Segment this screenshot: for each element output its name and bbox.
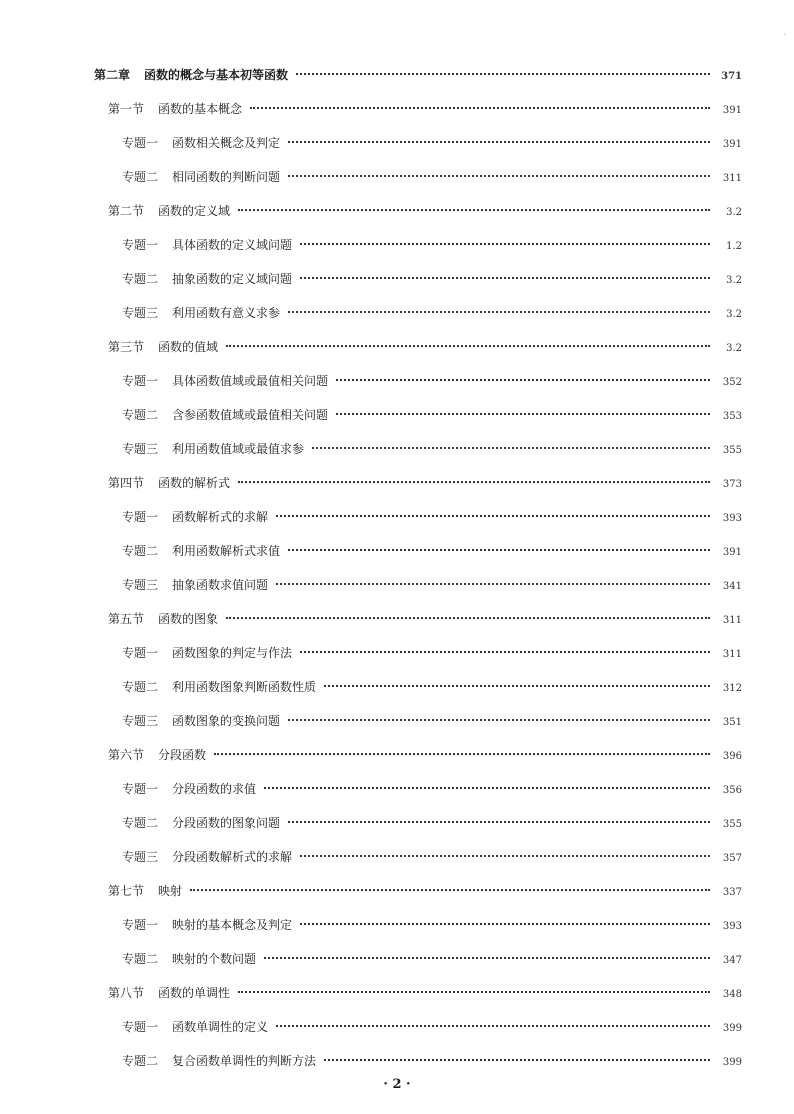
dot-leader <box>226 345 710 347</box>
toc-entry-title: 分段函数的图象问题 <box>172 816 281 830</box>
toc-entry-title: 映射的基本概念及判定 <box>172 918 293 932</box>
toc-entry-number: 第七节 <box>108 884 145 898</box>
toc-entry-section[interactable] <box>94 466 742 500</box>
toc-entry-number: 专题二 <box>122 1054 159 1068</box>
toc-entry-page: 3.2 <box>726 207 742 218</box>
toc-entry-page: 311 <box>722 649 742 660</box>
toc-entry-topic[interactable] <box>94 398 742 432</box>
toc-entry-number: 专题二 <box>122 170 159 184</box>
toc-entry-page: 355 <box>722 819 742 830</box>
dot-leader <box>250 107 710 109</box>
table-of-contents <box>94 58 742 1078</box>
toc-entry-topic[interactable] <box>94 1044 742 1078</box>
toc-entry-title: 利用函数有意义求参 <box>172 306 281 320</box>
dot-leader <box>336 379 710 381</box>
toc-entry-title: 利用函数图象判断函数性质 <box>172 680 317 694</box>
toc-entry-page: 311 <box>722 173 742 184</box>
toc-entry-title: 函数的基本概念 <box>158 102 243 116</box>
toc-entry-title: 相同函数的判断问题 <box>172 170 281 184</box>
toc-entry-chapter[interactable] <box>94 58 742 92</box>
toc-entry-page: 348 <box>722 989 742 1000</box>
toc-entry-number: 专题一 <box>122 1020 159 1034</box>
dot-leader <box>312 447 710 449</box>
dot-leader <box>264 957 710 959</box>
toc-entry-title: 函数的解析式 <box>158 476 231 490</box>
toc-entry-page: 393 <box>722 513 742 524</box>
toc-entry-page: 391 <box>722 139 742 150</box>
dot-leader <box>276 583 710 585</box>
toc-entry-title: 函数的值域 <box>158 340 219 354</box>
dot-leader <box>324 1059 710 1061</box>
toc-entry-section[interactable] <box>94 330 742 364</box>
toc-entry-page: 3.2 <box>726 275 742 286</box>
dot-leader <box>226 617 710 619</box>
dot-leader <box>288 311 710 313</box>
dot-leader <box>300 855 710 857</box>
toc-entry-topic[interactable] <box>94 500 742 534</box>
toc-entry-section[interactable] <box>94 976 742 1010</box>
toc-entry-page: 311 <box>722 615 742 626</box>
toc-entry-number: 专题一 <box>122 646 159 660</box>
dot-leader <box>238 991 710 993</box>
toc-entry-topic[interactable] <box>94 296 742 330</box>
toc-entry-section[interactable] <box>94 602 742 636</box>
toc-entry-number: 专题一 <box>122 136 159 150</box>
toc-entry-topic[interactable] <box>94 772 742 806</box>
toc-entry-topic[interactable] <box>94 704 742 738</box>
toc-entry-topic[interactable] <box>94 568 742 602</box>
toc-entry-title: 分段函数 <box>158 748 207 762</box>
toc-entry-section[interactable] <box>94 194 742 228</box>
toc-entry-number: 专题一 <box>122 510 159 524</box>
toc-entry-section[interactable] <box>94 738 742 772</box>
toc-entry-number: 专题三 <box>122 306 159 320</box>
dot-leader <box>288 821 710 823</box>
dot-leader <box>190 889 710 891</box>
toc-entry-number: 专题三 <box>122 714 159 728</box>
toc-entry-topic[interactable] <box>94 432 742 466</box>
toc-entry-title: 含参函数值域或最值相关问题 <box>172 408 329 422</box>
toc-entry-title: 映射 <box>158 884 183 898</box>
toc-entry-topic[interactable] <box>94 126 742 160</box>
toc-entry-topic[interactable] <box>94 636 742 670</box>
dot-leader <box>296 73 710 75</box>
toc-entry-page: 1.2 <box>726 241 742 252</box>
toc-entry-title: 具体函数的定义域问题 <box>172 238 293 252</box>
toc-entry-title: 函数的图象 <box>158 612 219 626</box>
dot-leader <box>300 923 710 925</box>
dot-leader <box>288 141 710 143</box>
toc-entry-title: 具体函数值域或最值相关问题 <box>172 374 329 388</box>
toc-entry-page: 399 <box>722 1023 742 1034</box>
toc-entry-number: 第四节 <box>108 476 145 490</box>
toc-entry-number: 专题二 <box>122 952 159 966</box>
toc-entry-number: 专题一 <box>122 238 159 252</box>
toc-entry-topic[interactable] <box>94 160 742 194</box>
dot-leader <box>288 549 710 551</box>
dot-leader <box>264 787 710 789</box>
toc-entry-title: 利用函数值域或最值求参 <box>172 442 305 456</box>
toc-entry-page: 312 <box>722 683 742 694</box>
toc-entry-number: 专题二 <box>122 272 159 286</box>
toc-entry-number: 专题一 <box>122 782 159 796</box>
toc-entry-number: 专题二 <box>122 816 159 830</box>
toc-entry-page: 347 <box>722 955 742 966</box>
toc-entry-topic[interactable] <box>94 670 742 704</box>
toc-entry-number: 专题三 <box>122 578 159 592</box>
toc-entry-page: 353 <box>722 411 742 422</box>
toc-entry-section[interactable] <box>94 874 742 908</box>
toc-entry-topic[interactable] <box>94 942 742 976</box>
toc-entry-number: 第二章 <box>94 68 131 82</box>
toc-entry-page: 373 <box>722 479 742 490</box>
toc-entry-page: 356 <box>722 785 742 796</box>
toc-entry-number: 专题二 <box>122 408 159 422</box>
toc-entry-number: 专题二 <box>122 680 159 694</box>
toc-entry-page: 341 <box>722 581 742 592</box>
toc-entry-title: 函数相关概念及判定 <box>172 136 281 150</box>
toc-entry-page: 357 <box>722 853 742 864</box>
toc-entry-topic[interactable] <box>94 534 742 568</box>
toc-entry-page: 352 <box>722 377 742 388</box>
dot-leader <box>238 209 710 211</box>
toc-entry-number: 第六节 <box>108 748 145 762</box>
toc-entry-title: 函数的概念与基本初等函数 <box>144 68 289 82</box>
toc-entry-title: 抽象函数的定义域问题 <box>172 272 293 286</box>
dot-leader <box>238 481 710 483</box>
corner-mark: · <box>783 30 786 39</box>
toc-entry-title: 函数的单调性 <box>158 986 231 1000</box>
dot-leader <box>300 277 710 279</box>
toc-entry-page: 393 <box>722 921 742 932</box>
dot-leader <box>336 413 710 415</box>
toc-entry-page: 3.2 <box>726 343 742 354</box>
toc-entry-number: 第二节 <box>108 204 145 218</box>
toc-entry-title: 分段函数解析式的求解 <box>172 850 293 864</box>
toc-entry-number: 专题二 <box>122 544 159 558</box>
toc-entry-topic[interactable] <box>94 908 742 942</box>
toc-entry-title: 利用函数解析式求值 <box>172 544 281 558</box>
dot-leader <box>300 651 710 653</box>
toc-entry-number: 专题一 <box>122 374 159 388</box>
toc-entry-title: 分段函数的求值 <box>172 782 257 796</box>
dot-leader <box>300 243 710 245</box>
toc-entry-topic[interactable] <box>94 1010 742 1044</box>
toc-entry-title: 函数的定义域 <box>158 204 231 218</box>
toc-entry-title: 函数单调性的定义 <box>172 1020 269 1034</box>
toc-entry-title: 映射的个数问题 <box>172 952 257 966</box>
toc-entry-number: 专题三 <box>122 850 159 864</box>
toc-entry-number: 第三节 <box>108 340 145 354</box>
page-number: · 2 · <box>383 1077 411 1092</box>
dot-leader <box>288 175 710 177</box>
toc-entry-number: 第八节 <box>108 986 145 1000</box>
dot-leader <box>214 753 710 755</box>
toc-entry-page: 396 <box>722 751 742 762</box>
toc-entry-page: 351 <box>722 717 742 728</box>
toc-entry-page: 355 <box>722 445 742 456</box>
toc-entry-title: 抽象函数求值问题 <box>172 578 269 592</box>
toc-entry-page: 399 <box>722 1057 742 1068</box>
dot-leader <box>276 515 710 517</box>
toc-entry-topic[interactable] <box>94 228 742 262</box>
toc-entry-page: 391 <box>722 547 742 558</box>
toc-entry-topic[interactable] <box>94 840 742 874</box>
toc-entry-number: 第五节 <box>108 612 145 626</box>
toc-entry-page: 391 <box>722 105 742 116</box>
dot-leader <box>324 685 710 687</box>
toc-entry-number: 第一节 <box>108 102 145 116</box>
toc-entry-topic[interactable] <box>94 364 742 398</box>
toc-entry-page: 337 <box>722 887 742 898</box>
toc-entry-number: 专题一 <box>122 918 159 932</box>
toc-entry-page: 371 <box>721 71 742 82</box>
toc-entry-title: 复合函数单调性的判断方法 <box>172 1054 317 1068</box>
dot-leader <box>276 1025 710 1027</box>
toc-entry-topic[interactable] <box>94 262 742 296</box>
toc-entry-title: 函数解析式的求解 <box>172 510 269 524</box>
toc-entry-topic[interactable] <box>94 806 742 840</box>
toc-entry-number: 专题三 <box>122 442 159 456</box>
toc-entry-title: 函数图象的变换问题 <box>172 714 281 728</box>
toc-entry-title: 函数图象的判定与作法 <box>172 646 293 660</box>
toc-entry-page: 3.2 <box>726 309 742 320</box>
toc-entry-section[interactable] <box>94 92 742 126</box>
dot-leader <box>288 719 710 721</box>
